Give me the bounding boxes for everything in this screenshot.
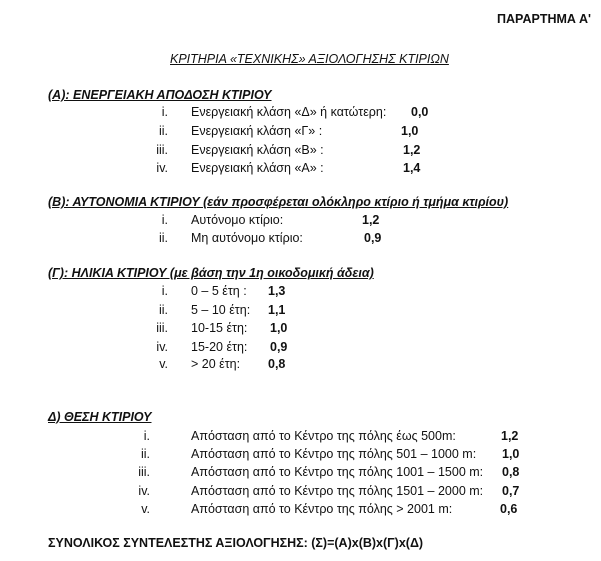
section-a-item-num: iv. <box>156 161 168 175</box>
section-a-item-num: i. <box>161 105 168 119</box>
section-c-item-num: i. <box>161 284 168 298</box>
section-b-item-label: Μη αυτόνομο κτίριο: <box>191 231 303 245</box>
section-a-item-label: Ενεργειακή κλάση «Γ» : <box>191 124 323 138</box>
section-c-item-num: ii. <box>158 303 168 317</box>
section-d-item-label: Απόσταση από το Κέντρο της πόλης 1001 – 1500 m: <box>191 465 484 479</box>
section-a-item-label: Ενεργειακή κλάση «Δ» ή κατώτερη: <box>191 105 387 119</box>
section-b-item-value: 1,2 <box>362 213 380 227</box>
section-d-item-value: 1,0 <box>502 447 520 461</box>
section-d-item-value: 0,8 <box>502 465 520 479</box>
section-c-item-label: 5 – 10 έτη: <box>191 303 251 317</box>
section-d-item-num: iv. <box>138 484 150 498</box>
section-c-item-value: 0,8 <box>268 357 286 371</box>
section-d-item-value: 1,2 <box>501 429 519 443</box>
section-b-item-label: Αυτόνομο κτίριο: <box>191 213 284 227</box>
section-a-heading: (Α): ΕΝΕΡΓΕΙΑΚΗ ΑΠΟΔΟΣΗ ΚΤΙΡΙΟΥ <box>48 88 272 102</box>
section-c-heading: (Γ): ΗΛΙΚΙΑ ΚΤΙΡΙΟΥ (με βάση την 1η οικοδομική άδεια) <box>48 266 374 280</box>
total-formula: ΣΥΝΟΛΙΚΟΣ ΣΥΝΤΕΛΕΣΤΗΣ ΑΞΙΟΛΟΓΗΣΗΣ: (Σ)=(Α)x(Β)x(Γ)x(Δ) <box>48 536 424 550</box>
section-d-item-label: Απόσταση από το Κέντρο της πόλης 501 – 1000 m: <box>191 447 477 461</box>
section-c-item-num: v. <box>159 357 168 371</box>
section-d-heading: Δ) ΘΕΣΗ ΚΤΙΡΙΟΥ <box>48 410 152 424</box>
section-b-item-value: 0,9 <box>364 231 382 245</box>
section-b-heading: (Β): ΑΥΤΟΝΟΜΙΑ ΚΤΙΡΙΟΥ (εάν προσφέρεται ολόκληρο κτίριο ή τμήμα κτιρίου) <box>48 195 509 209</box>
section-d-item-label: Απόσταση από το Κέντρο της πόλης > 2001 m: <box>191 502 453 516</box>
section-c-item-value: 0,9 <box>270 340 288 354</box>
section-c-item-label: 15-20 έτη: <box>191 340 248 354</box>
section-a-item-value: 0,0 <box>411 105 429 119</box>
section-d-item-num: ii. <box>140 447 150 461</box>
section-a-item-label: Ενεργειακή κλάση «Β» : <box>191 143 324 157</box>
section-b-item-num: ii. <box>158 231 168 245</box>
section-d-item-num: i. <box>143 429 150 443</box>
appendix-label: ΠΑΡΑΡΤΗΜΑ Α' <box>497 12 591 26</box>
section-c-item-num: iii. <box>156 321 168 335</box>
section-a-item-value: 1,2 <box>403 143 421 157</box>
section-c-item-value: 1,1 <box>268 303 286 317</box>
section-c-item-value: 1,0 <box>270 321 288 335</box>
section-a-item-num: iii. <box>156 143 168 157</box>
section-a-item-num: ii. <box>158 124 168 138</box>
document-title: ΚΡΙΤΗΡΙΑ «ΤΕΧΝΙΚΗΣ» ΑΞΙΟΛΟΓΗΣΗΣ ΚΤΙΡΙΩΝ <box>170 52 449 66</box>
section-d-item-num: iii. <box>138 465 150 479</box>
section-c-item-value: 1,3 <box>268 284 286 298</box>
section-d-item-value: 0,6 <box>500 502 518 516</box>
section-d-item-label: Απόσταση από το Κέντρο της πόλης έως 500m: <box>191 429 456 443</box>
section-b-item-num: i. <box>161 213 168 227</box>
section-c-item-label: > 20 έτη: <box>191 357 241 371</box>
section-c-item-label: 0 – 5 έτη : <box>191 284 247 298</box>
section-d-item-label: Απόσταση από το Κέντρο της πόλης 1501 – 2000 m: <box>191 484 484 498</box>
section-a-item-label: Ενεργειακή κλάση «Α» : <box>191 161 324 175</box>
section-c-item-num: iv. <box>156 340 168 354</box>
section-a-item-value: 1,4 <box>403 161 421 175</box>
section-d-item-num: v. <box>141 502 150 516</box>
section-a-item-value: 1,0 <box>401 124 419 138</box>
section-c-item-label: 10-15 έτη: <box>191 321 248 335</box>
section-d-item-value: 0,7 <box>502 484 520 498</box>
